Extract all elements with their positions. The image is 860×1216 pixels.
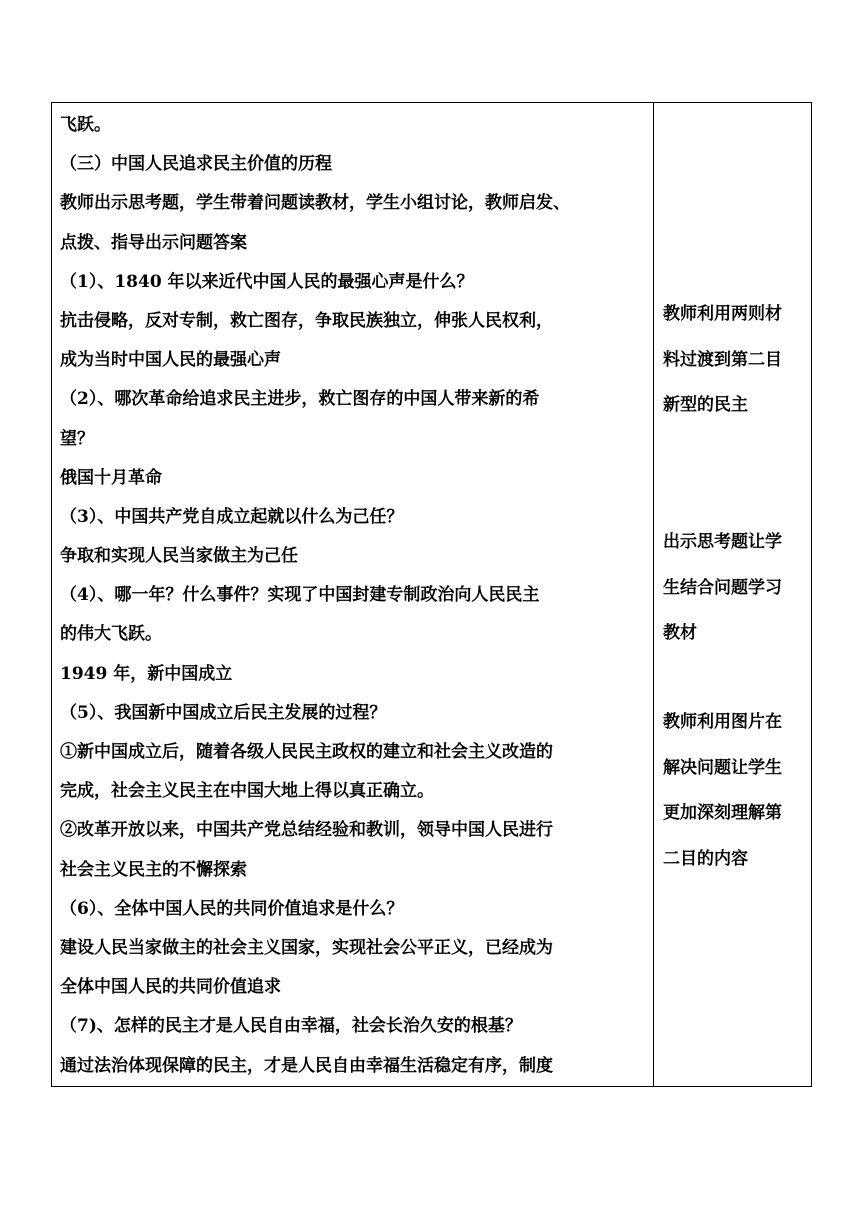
note-line: 料过渡到第二目 <box>663 349 782 370</box>
teaching-note <box>663 700 805 882</box>
content-line: 飞跃。 <box>60 115 111 135</box>
answer-line: 争取和实现人民当家做主为己任 <box>60 546 298 567</box>
content-line: 教师出示思考题，学生带着问题读教材，学生小组讨论，教师启发、 <box>60 193 570 214</box>
answer-line: 社会主义民主的不懈探索 <box>60 859 247 880</box>
note-line: 新型的民主 <box>663 395 748 416</box>
question-line: 的伟大飞跃。 <box>60 624 162 645</box>
teaching-notes-cell <box>654 103 812 1087</box>
teaching-note <box>663 520 805 657</box>
answer-line: 建设人民当家做主的社会主义国家，实现社会公平正义，已经成为 <box>60 937 553 958</box>
note-line: 生结合问题学习 <box>663 577 782 598</box>
question-line: （1）、1840 年以来近代中国人民的最强心声是什么？ <box>60 271 474 292</box>
note-line: 更加深刻理解第 <box>663 803 782 824</box>
question-line: （5）、我国新中国成立后民主发展的过程？ <box>60 702 387 723</box>
question-line: （4）、哪一年？什么事件？实现了中国封建专制政治向人民民主 <box>60 585 540 606</box>
answer-line: ②改革开放以来，中国共产党总结经验和教训，领导中国人民进行 <box>60 820 553 841</box>
section-heading: （三）中国人民追求民主价值的历程 <box>60 154 332 175</box>
answer-line: 俄国十月革命 <box>60 467 162 488</box>
answer-line: 通过法治体现保障的民主，才是人民自由幸福生活稳定有序，制度 <box>60 1055 553 1076</box>
content-lines <box>52 103 653 1086</box>
question-line: （7)、怎样的民主才是人民自由幸福，社会长治久安的根基？ <box>60 1016 522 1037</box>
question-line: 望？ <box>60 428 94 449</box>
note-line: 教师利用两则材 <box>663 304 782 324</box>
answer-line: ①新中国成立后，随着各级人民民主政权的建立和社会主义改造的 <box>60 742 553 762</box>
note-line: 教材 <box>663 623 697 644</box>
table-row <box>52 103 812 1087</box>
note-line: 出示思考题让学 <box>663 532 782 552</box>
note-line: 二目的内容 <box>663 848 748 869</box>
teaching-note <box>663 292 805 429</box>
answer-line: 成为当时中国人民的最强心声 <box>60 350 281 371</box>
question-line: （3）、中国共产党自成立起就以什么为己任？ <box>60 506 404 527</box>
question-line: （6）、全体中国人民的共同价值追求是什么？ <box>60 898 404 919</box>
answer-line: 完成，社会主义民主在中国大地上得以真正确立。 <box>60 781 434 802</box>
question-line: （2）、哪次革命给追求民主进步，救亡图存的中国人带来新的希 <box>60 389 540 410</box>
note-line: 教师利用图片在 <box>663 712 782 732</box>
lesson-plan-table <box>51 102 812 1087</box>
note-line: 解决问题让学生 <box>663 757 782 778</box>
content-line: 点拨、指导出示问题答案 <box>60 232 247 253</box>
answer-line: 1949 年，新中国成立 <box>60 663 233 684</box>
content-cell <box>52 103 654 1087</box>
answer-line: 全体中国人民的共同价值追求 <box>60 977 281 998</box>
answer-line: 抗击侵略，反对专制，救亡图存，争取民族独立，伸张人民权利， <box>60 310 553 331</box>
